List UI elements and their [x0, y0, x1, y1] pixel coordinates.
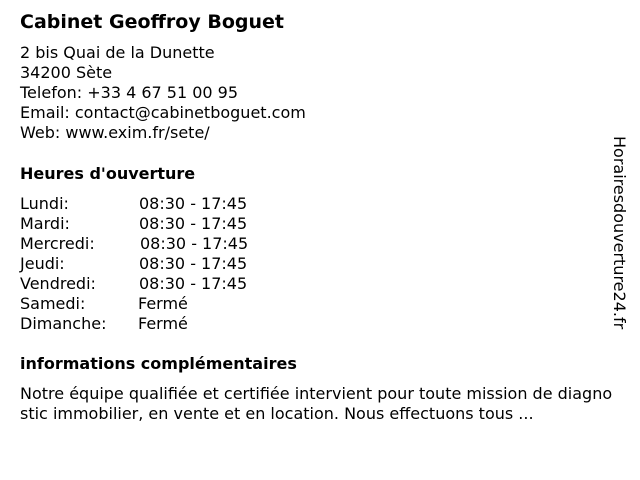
- additional-info-heading: informations complémentaires: [20, 354, 297, 373]
- hours-day: Mercredi:: [20, 234, 95, 253]
- phone-line: Telefon: +33 4 67 51 00 95: [20, 83, 239, 102]
- hours-time: 08:30 - 17:45: [139, 274, 248, 293]
- site-watermark: Horairesdouverture24.fr: [610, 136, 629, 330]
- hours-day: Jeudi:: [20, 254, 65, 273]
- hours-time: Fermé: [138, 314, 188, 333]
- additional-info-text: Notre équipe qualifiée et certifiée intervient pour toute mission de diagnostic immobilier, en vente et en location. Nous effectuons tous ...: [20, 384, 613, 423]
- hours-day: Samedi:: [20, 294, 86, 313]
- hours-day: Mardi:: [20, 214, 70, 233]
- hours-time: 08:30 - 17:45: [139, 194, 248, 213]
- hours-time: Fermé: [138, 294, 188, 313]
- hours-day: Vendredi:: [20, 274, 96, 293]
- hours-time: 08:30 - 17:45: [139, 214, 248, 233]
- hours-time: 08:30 - 17:45: [140, 234, 249, 253]
- address-street: 2 bis Quai de la Dunette: [20, 43, 215, 62]
- hours-day: Dimanche:: [20, 314, 107, 333]
- contact-block: [20, 43, 306, 143]
- opening-hours-heading: Heures d'ouverture: [20, 164, 196, 183]
- web-line: Web: www.exim.fr/sete/: [20, 123, 210, 142]
- email-line: Email: contact@cabinetboguet.com: [20, 103, 306, 122]
- address-city: 34200 Sète: [20, 63, 113, 82]
- hours-time: 08:30 - 17:45: [139, 254, 248, 273]
- business-name: Cabinet Geoffroy Boguet: [20, 11, 284, 33]
- hours-day: Lundi:: [20, 194, 69, 213]
